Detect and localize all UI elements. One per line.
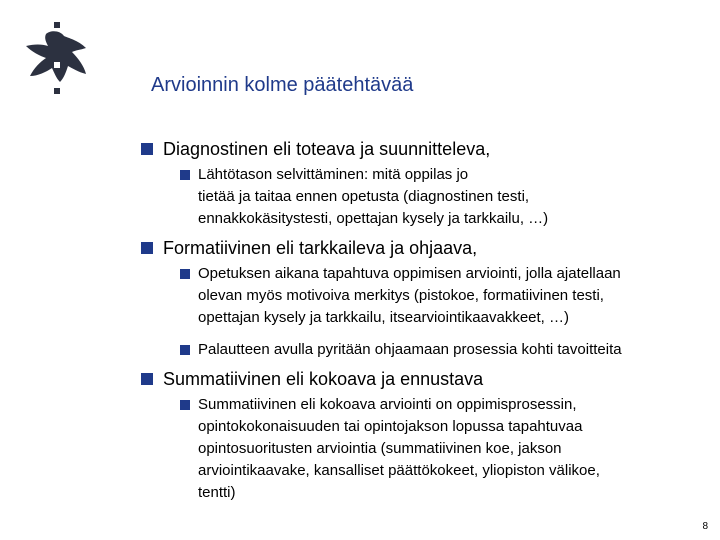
bullet-square-icon bbox=[141, 143, 153, 155]
sub-bullet-line: Lähtötason selvittäminen: mitä oppilas jo bbox=[198, 166, 469, 183]
sub-bullet-square-icon bbox=[180, 269, 190, 279]
logo-dot-bottom bbox=[54, 88, 60, 94]
sub-bullet-line: Summatiivinen eli kokoava arviointi on oppimisprosessin, bbox=[198, 396, 577, 413]
bullet-diagnostinen: Diagnostinen eli toteava ja suunnitteleva, bbox=[163, 139, 491, 159]
sub-bullet-line: tentti) bbox=[198, 484, 236, 501]
sub-bullet-line: opettajan kysely ja tarkkailu, itsearviointikaavakkeet, …) bbox=[198, 309, 570, 326]
bullet-square-icon bbox=[141, 242, 153, 254]
sub-bullet-line: opintokokonaisuuden tai opintojakson lopussa tapahtuvaa bbox=[198, 418, 583, 435]
sub-bullet-square-icon bbox=[180, 345, 190, 355]
university-logo-icon bbox=[20, 22, 90, 100]
bullet-summatiivinen: Summatiivinen eli kokoava ja ennustava bbox=[163, 369, 484, 389]
sub-bullet-line: arviointikaavake, kansalliset päättökokeet, yliopiston välikoe, bbox=[198, 462, 600, 479]
bullet-square-icon bbox=[141, 373, 153, 385]
sub-bullet-line: Palautteen avulla pyritään ohjaamaan prosessia kohti tavoitteita bbox=[198, 341, 622, 358]
sub-bullet-square-icon bbox=[180, 170, 190, 180]
logo-figure bbox=[26, 31, 86, 82]
sub-bullet-line: ennakkokäsitystesti, opettajan kysely ja tarkkailu, …) bbox=[198, 210, 549, 227]
sub-bullet-line: opintosuoritusten arviointia (summatiivinen koe, jakson bbox=[198, 440, 562, 457]
logo-dot-top bbox=[54, 22, 60, 28]
logo-dot-middle bbox=[54, 62, 60, 68]
sub-bullet-line: Opetuksen aikana tapahtuva oppimisen arviointi, jolla ajatellaan bbox=[198, 265, 621, 282]
slide-title: Arvioinnin kolme päätehtävää bbox=[151, 74, 414, 96]
page-number: 8 bbox=[702, 521, 708, 532]
sub-bullet-line: olevan myös motivoiva merkitys (pistokoe, formatiivinen testi, bbox=[198, 287, 604, 304]
sub-bullet-square-icon bbox=[180, 400, 190, 410]
bullet-formatiivinen: Formatiivinen eli tarkkaileva ja ohjaava, bbox=[163, 238, 478, 258]
sub-bullet-line: tietää ja taitaa ennen opetusta (diagnostinen testi, bbox=[198, 188, 530, 205]
